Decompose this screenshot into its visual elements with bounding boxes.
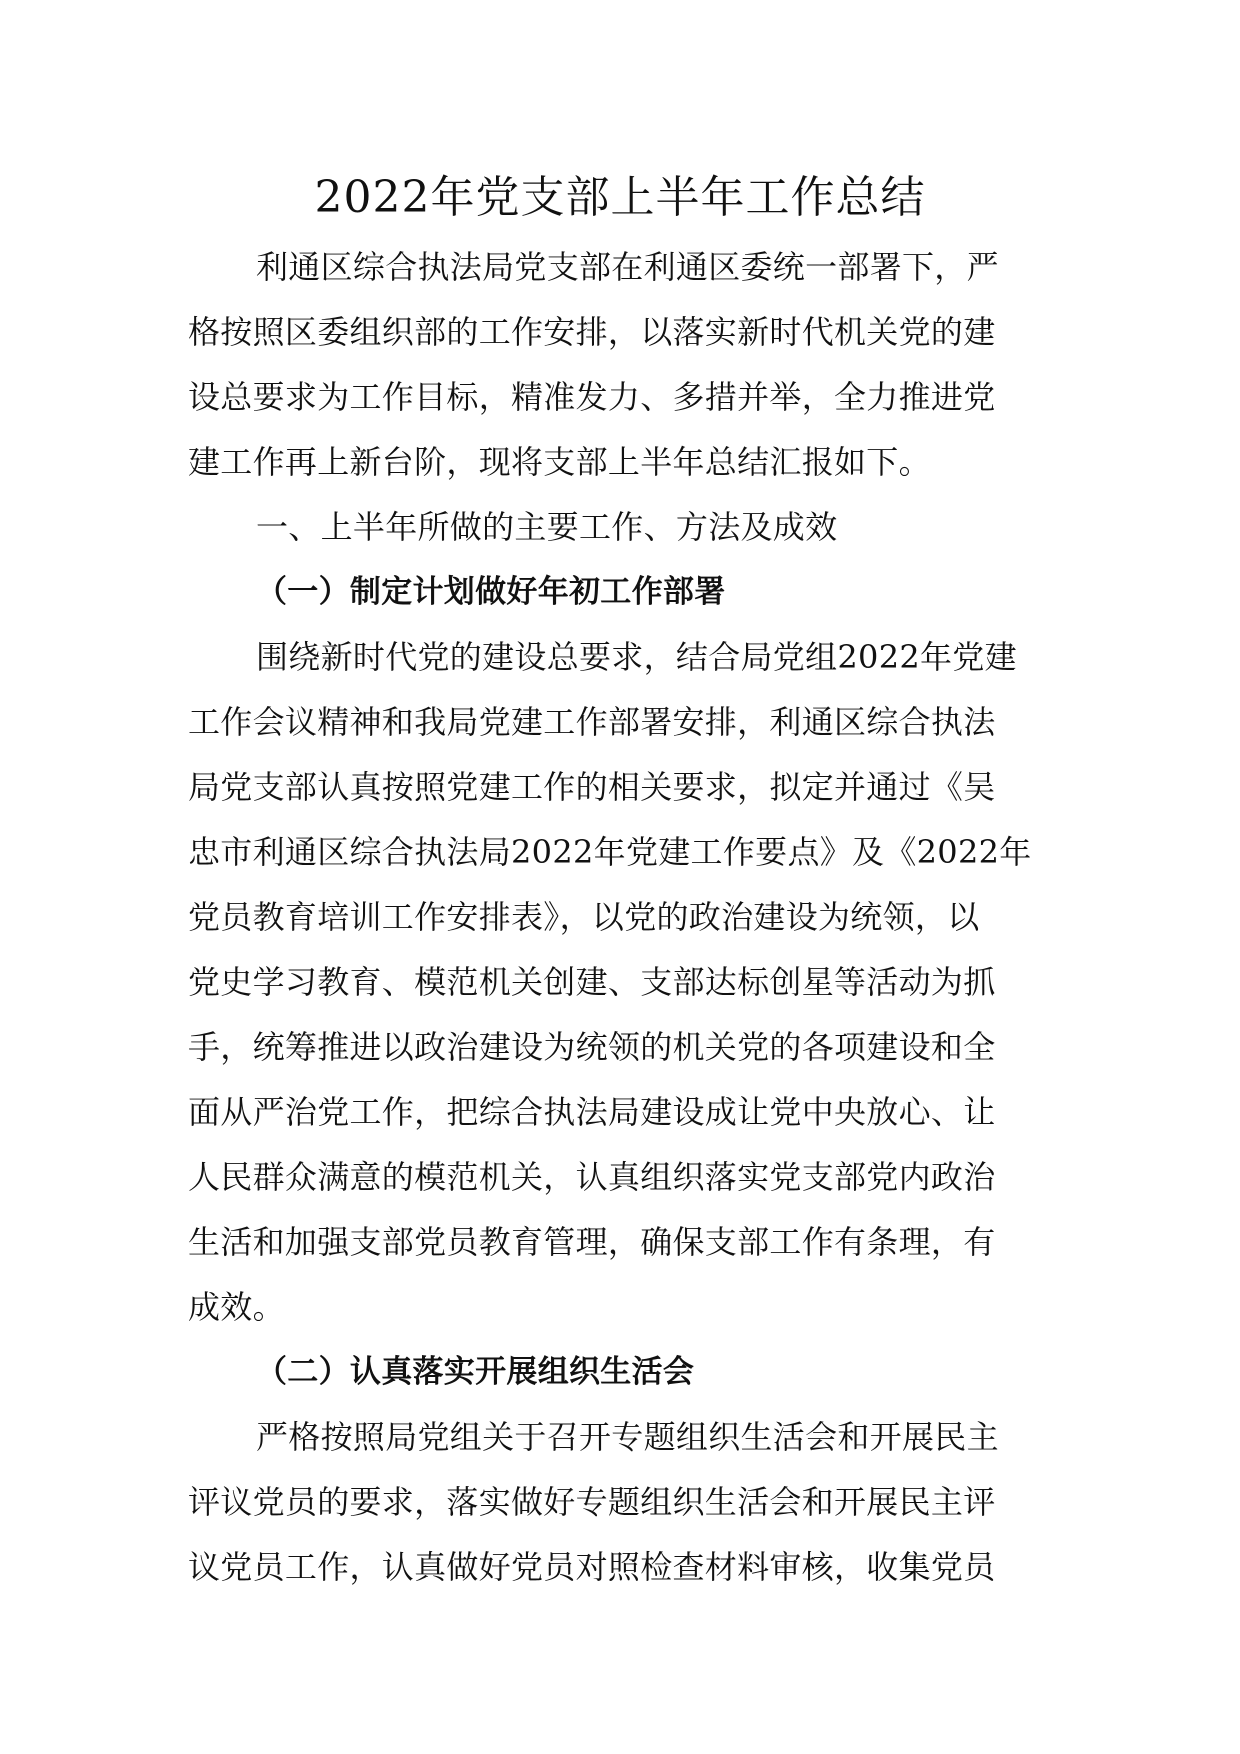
document-body bbox=[188, 235, 1056, 1600]
paragraph-line: 一、上半年所做的主要工作、方法及成效 bbox=[256, 508, 838, 546]
paragraph-line: 工作会议精神和我局党建工作部署安排，利通区综合执法 bbox=[188, 703, 996, 741]
paragraph-line: 党员教育培训工作安排表》，以党的政治建设为统领，以 bbox=[188, 898, 980, 936]
paragraph-line: 忠市利通区综合执法局2022年党建工作要点》及《2022年 bbox=[188, 833, 1032, 871]
section-heading: （二）认真落实开展组织生活会 bbox=[256, 1354, 695, 1390]
paragraph-line: 议党员工作，认真做好党员对照检查材料审核，收集党员 bbox=[188, 1548, 996, 1586]
paragraph-line: 评议党员的要求，落实做好专题组织生活会和开展民主评 bbox=[188, 1483, 996, 1521]
paragraph-line: 局党支部认真按照党建工作的相关要求，拟定并通过《吴 bbox=[188, 768, 996, 806]
paragraph-line: 人民群众满意的模范机关，认真组织落实党支部党内政治 bbox=[188, 1158, 996, 1196]
paragraph-line: 设总要求为工作目标，精准发力、多措并举，全力推进党 bbox=[188, 378, 996, 416]
paragraph-line: 生活和加强支部党员教育管理，确保支部工作有条理，有 bbox=[188, 1223, 996, 1261]
paragraph-line: 成效。 bbox=[188, 1288, 285, 1326]
paragraph-line: 严格按照局党组关于召开专题组织生活会和开展民主 bbox=[256, 1418, 999, 1456]
paragraph-line: 建工作再上新台阶，现将支部上半年总结汇报如下。 bbox=[188, 443, 931, 481]
paragraph-line: 围绕新时代党的建设总要求，结合局党组2022年党建 bbox=[256, 638, 1017, 676]
paragraph-line: 手，统筹推进以政治建设为统领的机关党的各项建设和全 bbox=[188, 1028, 996, 1066]
paragraph-line: 格按照区委组织部的工作安排，以落实新时代机关党的建 bbox=[188, 313, 996, 351]
paragraph-line: 面从严治党工作，把综合执法局建设成让党中央放心、让 bbox=[188, 1093, 996, 1131]
paragraph-line: 利通区综合执法局党支部在利通区委统一部署下，严 bbox=[256, 248, 999, 286]
paragraph-line: 党史学习教育、模范机关创建、支部达标创星等活动为抓 bbox=[188, 963, 996, 1001]
document-title: 2022年党支部上半年工作总结 bbox=[314, 172, 926, 223]
section-heading: （一）制定计划做好年初工作部署 bbox=[256, 574, 726, 610]
